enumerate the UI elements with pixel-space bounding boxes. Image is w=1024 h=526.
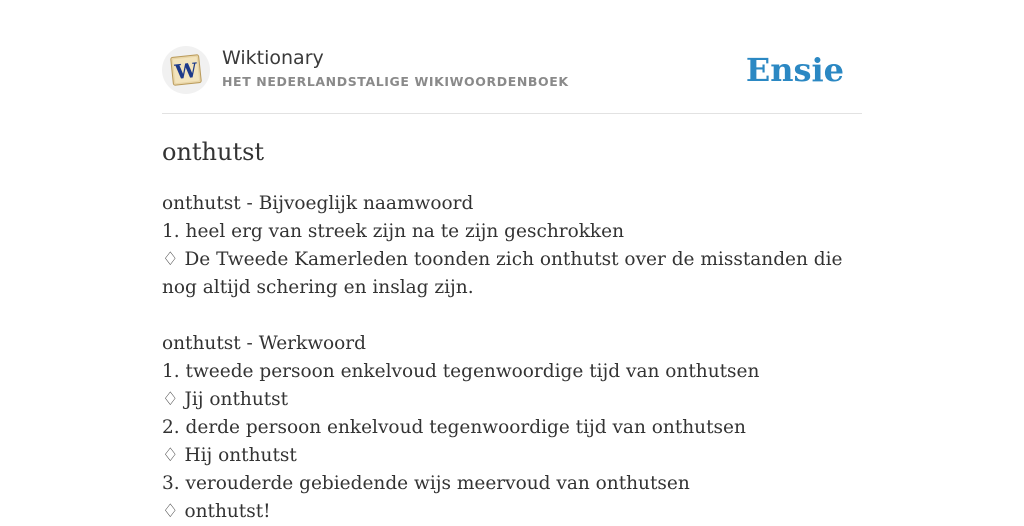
ensie-brand-link[interactable]: Ensie [745, 51, 844, 89]
entry-adjective [162, 190, 862, 302]
wiktionary-logo-icon[interactable] [162, 46, 210, 94]
definition-line: 1. tweede persoon enkelvoud tegenwoordige tijd van onthutsen [162, 361, 760, 382]
definition-line: 1. heel erg van streek zijn na te zijn geschrokken [162, 221, 624, 242]
site-name: Wiktionary [222, 47, 324, 69]
site-subtitle: HET NEDERLANDSTALIGE WIKIWOORDENBOEK [222, 74, 569, 89]
entry-verb [162, 330, 862, 526]
page-title: onthutst [162, 138, 265, 166]
entry-heading: onthutst - Bijvoeglijk naamwoord [162, 193, 474, 214]
site-header [162, 0, 862, 114]
entry-heading: onthutst - Werkwoord [162, 333, 366, 354]
svg-text:W: W [173, 57, 199, 85]
definition-line: 2. derde persoon enkelvoud tegenwoordige tijd van onthutsen [162, 417, 746, 438]
example-line: ♢ Jij onthutst [162, 389, 289, 410]
definition-content [162, 190, 862, 526]
definition-line: 3. verouderde gebiedende wijs meervoud van onthutsen [162, 473, 690, 494]
example-line: ♢ Hij onthutst [162, 445, 297, 466]
example-line: ♢ De Tweede Kamerleden toonden zich onthutst over de misstanden die nog altijd schering en inslag zijn. [162, 249, 843, 298]
spacer [162, 302, 862, 330]
page [162, 0, 862, 522]
example-line: ♢ onthutst! [162, 501, 271, 522]
